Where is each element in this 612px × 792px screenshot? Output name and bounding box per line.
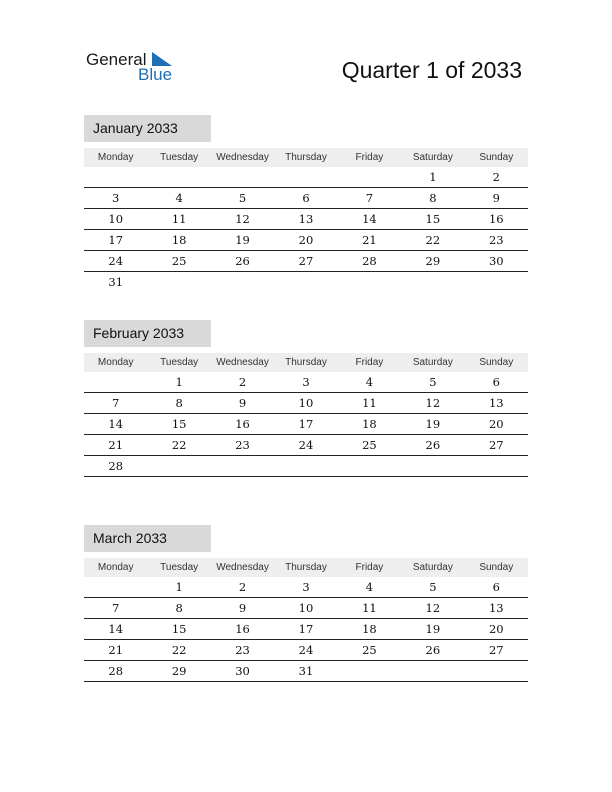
day-cell (274, 272, 337, 292)
day-cell (465, 272, 528, 292)
day-cell (401, 272, 464, 292)
month-label: February 2033 (84, 320, 211, 347)
brand-logo (86, 50, 186, 86)
page-title: Quarter 1 of 2033 (341, 57, 522, 83)
day-cell: 3 (274, 577, 337, 598)
day-cell: 17 (84, 230, 147, 251)
day-cell: 19 (211, 230, 274, 251)
weekday-header: Monday (84, 148, 147, 167)
weekday-header: Wednesday (211, 148, 274, 167)
day-cell: 1 (147, 577, 210, 598)
day-cell (147, 167, 210, 188)
day-cell: 5 (211, 188, 274, 209)
day-cell: 3 (84, 188, 147, 209)
day-cell: 14 (84, 414, 147, 435)
day-cell: 18 (147, 230, 210, 251)
calendar-grid (84, 353, 528, 477)
weekday-header: Tuesday (147, 148, 210, 167)
day-cell: 8 (147, 393, 210, 414)
day-cell (147, 456, 210, 477)
weekday-header: Wednesday (211, 353, 274, 372)
day-cell: 11 (338, 393, 401, 414)
day-cell: 3 (274, 372, 337, 393)
day-cell (211, 167, 274, 188)
weekday-header: Tuesday (147, 558, 210, 577)
day-cell: 15 (147, 414, 210, 435)
day-cell: 12 (211, 209, 274, 230)
day-cell: 9 (211, 393, 274, 414)
month-february (84, 320, 528, 477)
day-cell: 7 (338, 188, 401, 209)
day-cell: 6 (274, 188, 337, 209)
day-cell: 2 (211, 372, 274, 393)
weekday-header: Monday (84, 558, 147, 577)
day-cell: 17 (274, 619, 337, 640)
logo-text-blue: Blue (138, 65, 173, 84)
weekday-header: Thursday (274, 558, 337, 577)
day-cell: 26 (401, 435, 464, 456)
day-cell: 21 (84, 435, 147, 456)
day-cell: 29 (147, 661, 210, 682)
day-cell: 31 (108, 275, 124, 289)
weekday-header: Friday (338, 148, 401, 167)
day-cell: 18 (338, 414, 401, 435)
day-cell (274, 167, 337, 188)
day-cell: 11 (147, 209, 210, 230)
weekday-header: Sunday (465, 558, 528, 577)
day-cell: 1 (147, 372, 210, 393)
day-cell: 16 (211, 619, 274, 640)
weekday-header: Wednesday (211, 558, 274, 577)
day-cell: 10 (84, 209, 147, 230)
weekday-header: Saturday (401, 148, 464, 167)
logo-text-general: General (86, 50, 147, 69)
day-cell: 2 (211, 577, 274, 598)
day-cell: 8 (147, 598, 210, 619)
day-cell (84, 577, 147, 598)
day-cell: 15 (147, 619, 210, 640)
day-cell: 27 (465, 435, 528, 456)
day-cell: 24 (84, 251, 147, 272)
day-cell: 23 (465, 230, 528, 251)
day-cell: 4 (338, 577, 401, 598)
day-cell: 27 (465, 640, 528, 661)
day-cell (338, 272, 401, 292)
weekday-header: Monday (84, 353, 147, 372)
day-cell: 17 (274, 414, 337, 435)
calendar-grid (84, 148, 528, 292)
day-cell: 9 (465, 188, 528, 209)
day-cell: 16 (465, 209, 528, 230)
day-cell: 14 (84, 619, 147, 640)
day-cell: 28 (84, 456, 147, 477)
day-cell (338, 456, 401, 477)
day-cell: 12 (401, 393, 464, 414)
day-cell (465, 456, 528, 477)
day-cell: 24 (274, 435, 337, 456)
day-cell: 20 (465, 414, 528, 435)
day-cell: 10 (274, 393, 337, 414)
day-cell: 25 (338, 435, 401, 456)
day-cell: 16 (211, 414, 274, 435)
day-cell: 27 (274, 251, 337, 272)
day-cell: 26 (401, 640, 464, 661)
day-cell: 12 (401, 598, 464, 619)
month-march (84, 525, 528, 682)
day-cell: 4 (147, 188, 210, 209)
day-cell: 8 (401, 188, 464, 209)
month-label: March 2033 (84, 525, 211, 552)
day-cell: 26 (211, 251, 274, 272)
day-cell (338, 167, 401, 188)
day-cell: 31 (274, 661, 337, 682)
day-cell: 10 (274, 598, 337, 619)
day-cell: 13 (274, 209, 337, 230)
weekday-header: Thursday (274, 353, 337, 372)
weekday-header: Friday (338, 558, 401, 577)
day-cell: 6 (465, 372, 528, 393)
day-cell: 7 (84, 598, 147, 619)
weekday-header: Thursday (274, 148, 337, 167)
day-cell: 4 (338, 372, 401, 393)
day-cell: 11 (338, 598, 401, 619)
day-cell: 29 (401, 251, 464, 272)
day-cell: 30 (465, 251, 528, 272)
day-cell (338, 661, 401, 682)
day-cell: 21 (84, 640, 147, 661)
day-cell: 19 (401, 619, 464, 640)
day-cell: 30 (211, 661, 274, 682)
day-cell: 23 (211, 435, 274, 456)
day-cell: 7 (84, 393, 147, 414)
day-cell (211, 456, 274, 477)
day-cell (274, 456, 337, 477)
month-label: January 2033 (84, 115, 211, 142)
day-cell: 22 (401, 230, 464, 251)
day-cell: 21 (338, 230, 401, 251)
day-cell: 28 (84, 661, 147, 682)
day-cell: 25 (338, 640, 401, 661)
weekday-header: Sunday (465, 353, 528, 372)
day-cell: 15 (401, 209, 464, 230)
day-cell: 25 (147, 251, 210, 272)
day-cell: 20 (274, 230, 337, 251)
day-cell: 18 (338, 619, 401, 640)
weekday-header: Friday (338, 353, 401, 372)
weekday-header: Saturday (401, 558, 464, 577)
day-cell: 6 (465, 577, 528, 598)
day-cell: 13 (465, 598, 528, 619)
day-cell (401, 661, 464, 682)
weekday-header: Sunday (465, 148, 528, 167)
day-cell: 9 (211, 598, 274, 619)
weekday-header: Saturday (401, 353, 464, 372)
day-cell: 14 (338, 209, 401, 230)
day-cell (401, 456, 464, 477)
day-cell: 20 (465, 619, 528, 640)
weekday-header: Tuesday (147, 353, 210, 372)
day-cell: 1 (401, 167, 464, 188)
day-cell: 22 (147, 640, 210, 661)
day-cell (84, 167, 147, 188)
day-cell (211, 272, 274, 292)
day-cell: 2 (465, 167, 528, 188)
day-cell: 5 (401, 372, 464, 393)
calendar-grid (84, 558, 528, 682)
day-cell: 28 (338, 251, 401, 272)
day-cell (147, 272, 210, 292)
day-cell: 13 (465, 393, 528, 414)
day-cell: 23 (211, 640, 274, 661)
day-cell (84, 372, 147, 393)
month-january (84, 115, 528, 292)
day-cell (465, 661, 528, 682)
day-cell: 19 (401, 414, 464, 435)
day-cell: 5 (401, 577, 464, 598)
day-cell: 24 (274, 640, 337, 661)
day-cell: 22 (147, 435, 210, 456)
